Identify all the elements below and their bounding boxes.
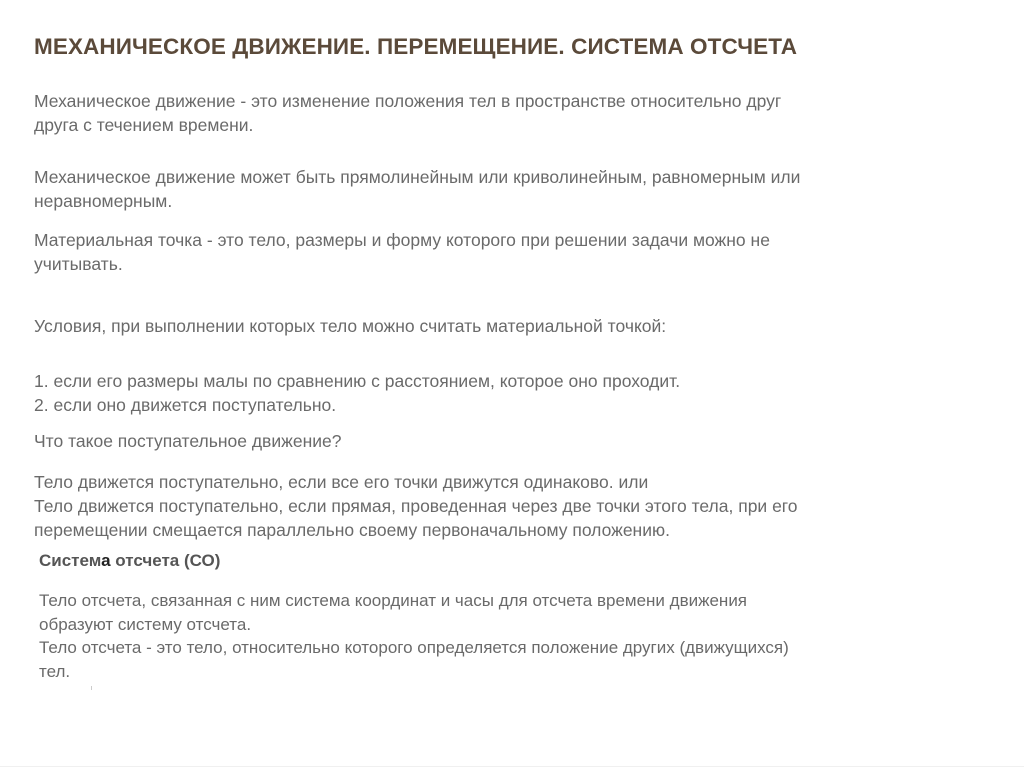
text-line: Механическое движение может быть прямолинейным или криволинейным, равномерным или [34, 167, 801, 187]
text-line: Тело движется поступательно, если прямая, проведенная через две точки этого тела, при его [34, 496, 798, 516]
paragraph-definition-motion [34, 89, 781, 137]
conditions-list [34, 369, 680, 417]
paragraph-material-point [34, 228, 770, 276]
heading-part: отсчета (СО) [110, 551, 221, 570]
heading-part: а [101, 551, 111, 570]
list-item: 2. если оно движется поступательно. [34, 395, 337, 415]
slide-title: МЕХАНИЧЕСКОЕ ДВИЖЕНИЕ. ПЕРЕМЕЩЕНИЕ. СИСТЕМА ОТСЧЕТА [34, 34, 798, 59]
paragraph-question [34, 429, 341, 453]
text-line: учитывать. [34, 254, 123, 274]
text-line: Материальная точка - это тело, размеры и форму которого при решении задачи можно не [34, 230, 770, 250]
text-line: друга с течением времени. [34, 115, 254, 135]
list-item: 1. если его размеры малы по сравнению с расстоянием, которое оно проходит. [34, 371, 681, 391]
section-heading-reference-system [39, 549, 220, 573]
paragraph-types-motion [34, 165, 800, 213]
divider-tick [91, 686, 92, 690]
paragraph-answer [34, 470, 798, 542]
paragraph-conditions-intro [34, 314, 666, 338]
text-line: Тело отсчета, связанная с ним система координат и часы для отсчета времени движения [39, 591, 748, 610]
text-line: тел. [39, 661, 71, 681]
paragraph-reference-system [39, 589, 789, 683]
text-line: Тело движется поступательно, если все его точки движутся одинаково. или [34, 472, 649, 492]
text-line: Условия, при выполнении которых тело можно считать материальной точкой: [34, 316, 667, 336]
heading-part: Систем [39, 551, 102, 570]
text-line: неравномерным. [34, 191, 173, 211]
text-line: образуют систему отсчета. [39, 614, 252, 634]
text-line: перемещении смещается параллельно своему первоначальному положению. [34, 520, 670, 540]
text-line: Тело отсчета - это тело, относительно которого определяется положение других (движущихся) [39, 638, 789, 657]
text-line: Механическое движение - это изменение положения тел в пространстве относительно друг [34, 91, 782, 111]
text-line: Что такое поступательное движение? [34, 431, 342, 451]
